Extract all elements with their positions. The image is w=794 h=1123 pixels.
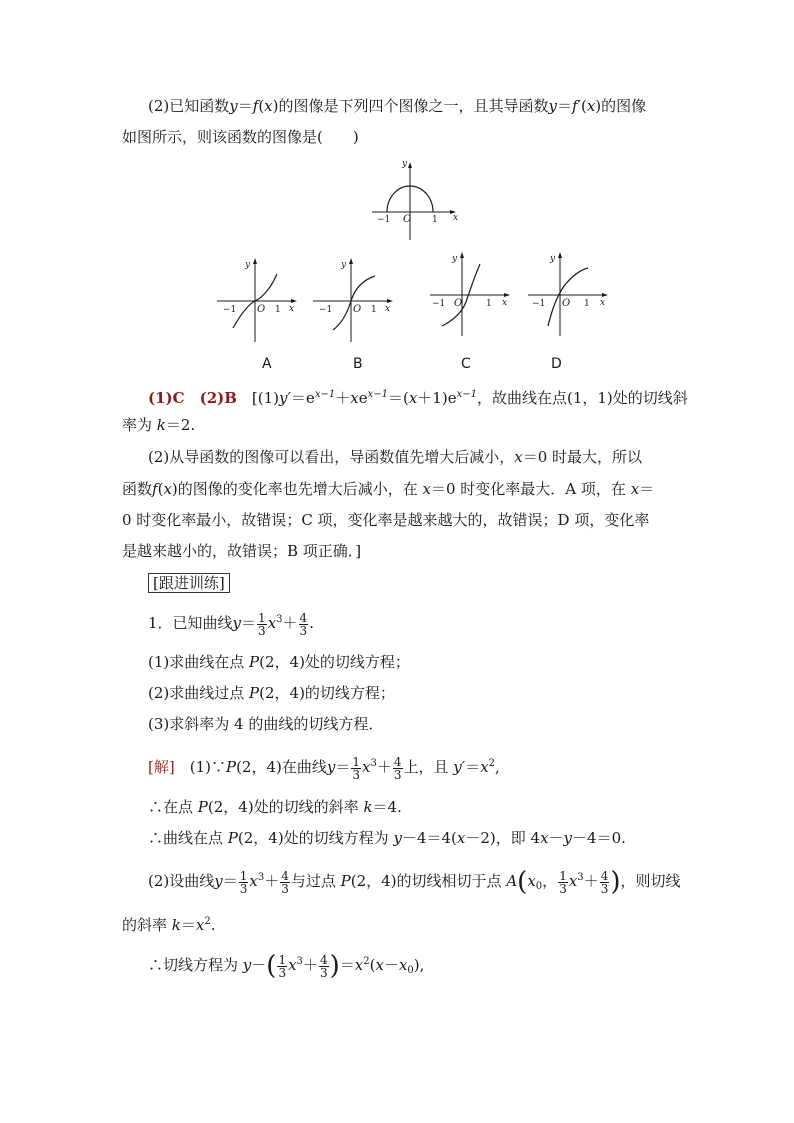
solution-tag: [解]	[148, 758, 175, 776]
origin-label: O	[454, 298, 463, 309]
origin-label: O	[257, 304, 266, 315]
practice-question-1: 1．已知曲线y＝ $\frac{1}{3}$ $x^3+$ $\frac{4}{3}$ .	[148, 610, 314, 638]
tick-label-one: 1	[371, 305, 377, 315]
origin-label: O	[562, 298, 571, 309]
option-d-graph	[526, 250, 612, 338]
answer-key-1: (1)C	[148, 389, 185, 407]
solution-line-3: ∴曲线在点 P(2，4)处的切线方程为 y－4＝4(x－2)，即 4x－y－4＝0.	[148, 829, 626, 847]
origin-label: O	[403, 214, 412, 225]
practice-title: [跟进训练]	[148, 573, 230, 593]
option-label-a: A	[262, 356, 272, 372]
question-2-line-2: 如图所示，则该函数的图像是( )	[122, 128, 359, 146]
answer-line-1: (1)C (2)B [$(1)y'=e^{x-1}+xe^{x-1}=(x+1)e^{x-1}$，故曲线在点(1，1)处的切线斜	[148, 389, 688, 407]
y-axis-label: y	[245, 260, 251, 270]
solution-line-6: ∴切线方程为 y－( $\frac{1}{3}$ $x^3+$ $\frac{4}{3}$ )$=x^2(x-x_0)$,	[148, 951, 425, 981]
question-2-line-1: (2)已知函数y＝f(x)的图像是下列四个图像之一，且其导函数y＝f′(x)的图像	[148, 97, 647, 115]
fraction-four-thirds: $\frac{4}{3}$	[299, 610, 308, 638]
tick-label-one: 1	[486, 299, 492, 309]
option-label-b: B	[353, 356, 363, 372]
tick-label-neg-one: −1	[532, 299, 546, 309]
tick-label-neg-one: −1	[432, 299, 446, 309]
practice-sub-3: (3)求斜率为 4 的曲线的切线方程．	[148, 715, 384, 733]
practice-sub-2: (2)求曲线过点 P(2，4)的切线方程；	[148, 684, 395, 702]
answer-key-2: (2)B	[199, 389, 237, 407]
tick-label-one: 1	[584, 299, 590, 309]
tick-label-neg-one: −1	[223, 305, 237, 315]
explain-line-1: (2)从导函数的图像可以看出，导函数值先增大后减小，x＝0 时最大，所以	[148, 448, 643, 466]
practice-sub-1: (1)求曲线在点 P(2，4)处的切线方程；	[148, 653, 410, 671]
explain-line-3: 0 时变化率最小，故错误；C 项，变化率是越来越大的，故错误；D 项，变化率	[122, 511, 650, 529]
solution-line-4: (2)设曲线y＝ $\frac{1}{3}$ $x^3+$ $\frac{4}{3}$ 与过点 P(2，4)的切线相切于点 $A(x_0$， $\frac{1}{3}$ $x^3+$ $\frac{4}{3}$ )，则切线	[148, 867, 681, 897]
y-axis-label: y	[341, 260, 347, 270]
y-axis-label: y	[550, 254, 556, 264]
tick-label-neg-one: −1	[377, 215, 391, 225]
y-axis-label: y	[402, 159, 408, 169]
solution-line-2: ∴在点 P(2，4)处的切线的斜率 k＝4.	[148, 798, 402, 816]
derivative-graph	[366, 154, 462, 244]
explain-line-2: 函数f(x)的图像的变化率也先增大后减小，在 x＝0 时变化率最大．A 项，在 x＝	[122, 480, 655, 498]
answer-line-2: 率为 k＝2.	[122, 416, 196, 434]
tick-label-neg-one: −1	[319, 305, 333, 315]
explain-line-4: 是越来越小的，故错误；B 项正确．]	[122, 542, 362, 560]
x-axis-label: x	[385, 304, 391, 314]
option-a-graph	[215, 256, 301, 344]
origin-label: O	[353, 304, 362, 315]
option-label-c: C	[461, 356, 471, 372]
y-axis-label: y	[452, 254, 458, 264]
tick-label-one: 1	[432, 215, 438, 225]
x-axis-label: x	[502, 298, 508, 308]
option-label-d: D	[551, 356, 562, 372]
option-c-graph	[428, 250, 514, 338]
x-axis-label: x	[600, 298, 606, 308]
option-b-graph	[311, 256, 397, 344]
solution-line-1: [解] (1)∵P(2，4)在曲线y＝ $\frac{1}{3}$ $x^3+$ $\frac{4}{3}$ 上，且 $y'=x^2$,	[148, 754, 500, 782]
x-axis-label: x	[453, 213, 459, 223]
tick-label-one: 1	[275, 305, 281, 315]
x-axis-label: x	[289, 304, 295, 314]
solution-line-5: 的斜率 $k=x^2$.	[122, 916, 216, 934]
fraction-one-third: $\frac{1}{3}$	[258, 610, 266, 638]
